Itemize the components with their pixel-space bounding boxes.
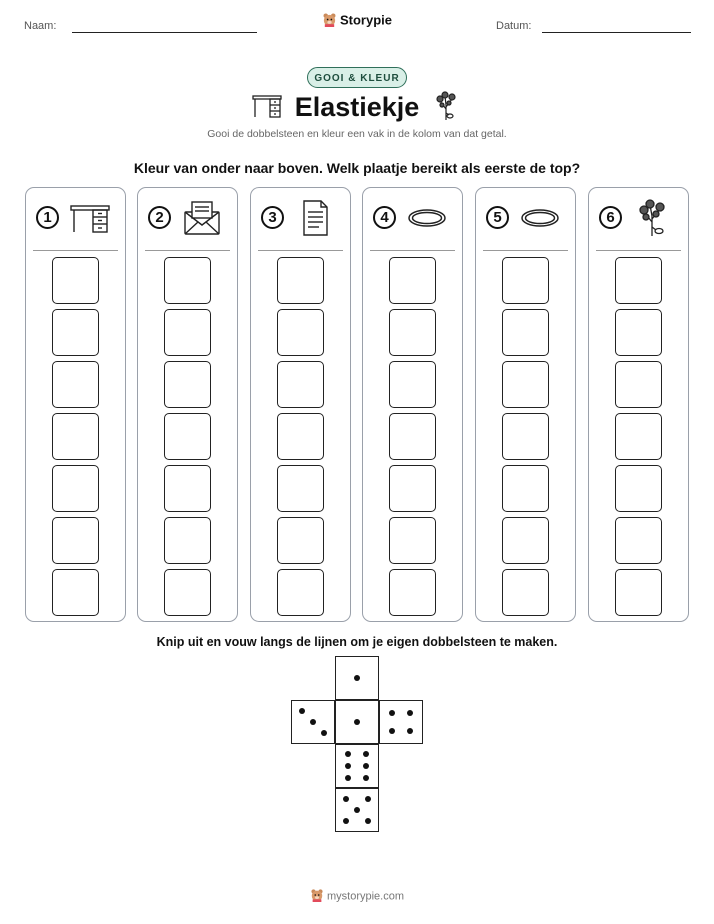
color-box[interactable] <box>615 517 662 564</box>
color-box[interactable] <box>52 413 99 460</box>
activity-badge: GOOI & KLEUR <box>307 67 407 88</box>
footer <box>0 888 714 905</box>
color-box[interactable] <box>615 413 662 460</box>
die-face-3 <box>291 700 335 744</box>
name-label: Naam: <box>24 20 57 32</box>
color-box[interactable] <box>277 361 324 408</box>
color-box[interactable] <box>615 465 662 512</box>
column-1 <box>25 187 126 622</box>
bear-logo-icon <box>322 12 337 30</box>
column-2 <box>137 187 238 622</box>
color-box[interactable] <box>389 569 436 616</box>
column-number: 6 <box>599 206 622 229</box>
color-box[interactable] <box>389 257 436 304</box>
color-box[interactable] <box>502 309 549 356</box>
color-box[interactable] <box>502 257 549 304</box>
date-line[interactable] <box>542 32 691 33</box>
color-box[interactable] <box>52 465 99 512</box>
color-box[interactable] <box>277 309 324 356</box>
column-6 <box>588 187 689 622</box>
color-box[interactable] <box>52 361 99 408</box>
envelope-icon <box>181 198 223 238</box>
color-box[interactable] <box>389 517 436 564</box>
die-face-5 <box>335 788 379 832</box>
color-box[interactable] <box>389 413 436 460</box>
color-box[interactable] <box>389 309 436 356</box>
color-box[interactable] <box>52 569 99 616</box>
question: Kleur van onder naar boven. Welk plaatje bereikt als eerste de top? <box>133 160 581 176</box>
color-box[interactable] <box>502 361 549 408</box>
dice-net <box>290 656 424 836</box>
column-number: 4 <box>373 206 396 229</box>
column-divider <box>145 250 230 251</box>
die-face-4 <box>379 700 423 744</box>
dice-instruction: Knip uit en vouw langs de lijnen om je eigen dobbelsteen te maken. <box>156 635 558 649</box>
color-box[interactable] <box>52 517 99 564</box>
column-number: 5 <box>486 206 509 229</box>
column-number: 3 <box>261 206 284 229</box>
brand-name: Storypie <box>339 12 392 28</box>
color-box[interactable] <box>277 569 324 616</box>
color-box[interactable] <box>164 257 211 304</box>
column-divider <box>483 250 568 251</box>
column-number: 1 <box>36 206 59 229</box>
color-box[interactable] <box>502 465 549 512</box>
color-box[interactable] <box>164 465 211 512</box>
tree-icon <box>434 91 458 126</box>
color-box[interactable] <box>389 361 436 408</box>
color-box[interactable] <box>277 257 324 304</box>
column-number: 2 <box>148 206 171 229</box>
color-box[interactable] <box>615 309 662 356</box>
color-box[interactable] <box>52 309 99 356</box>
color-box[interactable] <box>615 569 662 616</box>
color-box[interactable] <box>164 517 211 564</box>
tree-icon <box>632 198 674 238</box>
desk-icon <box>69 198 111 238</box>
color-box[interactable] <box>615 361 662 408</box>
column-4 <box>362 187 463 622</box>
bear-logo-icon <box>310 888 324 905</box>
document-icon <box>294 198 336 238</box>
date-label: Datum: <box>496 20 532 32</box>
footer-url: mystorypie.com <box>326 890 405 903</box>
name-line[interactable] <box>72 32 257 33</box>
color-box[interactable] <box>164 361 211 408</box>
color-box[interactable] <box>502 413 549 460</box>
color-box[interactable] <box>502 569 549 616</box>
color-box[interactable] <box>615 257 662 304</box>
column-3 <box>250 187 351 622</box>
color-box[interactable] <box>277 517 324 564</box>
color-box[interactable] <box>389 465 436 512</box>
column-divider <box>596 250 681 251</box>
column-divider <box>258 250 343 251</box>
die-face-1 <box>335 656 379 700</box>
color-box[interactable] <box>277 465 324 512</box>
die-face-6 <box>335 744 379 788</box>
color-box[interactable] <box>164 413 211 460</box>
color-box[interactable] <box>277 413 324 460</box>
brand-logo <box>0 12 714 30</box>
rubber-band-icon <box>519 198 561 238</box>
color-box[interactable] <box>164 569 211 616</box>
subtitle: Gooi de dobbelsteen en kleur een vak in de kolom van dat getal. <box>207 128 507 140</box>
column-divider <box>370 250 455 251</box>
column-divider <box>33 250 118 251</box>
page-title: Elastiekje <box>294 92 420 122</box>
rubber-band-icon <box>406 198 448 238</box>
color-box[interactable] <box>52 257 99 304</box>
column-5 <box>475 187 576 622</box>
color-box[interactable] <box>502 517 549 564</box>
color-box[interactable] <box>164 309 211 356</box>
die-face-1b <box>335 700 379 744</box>
